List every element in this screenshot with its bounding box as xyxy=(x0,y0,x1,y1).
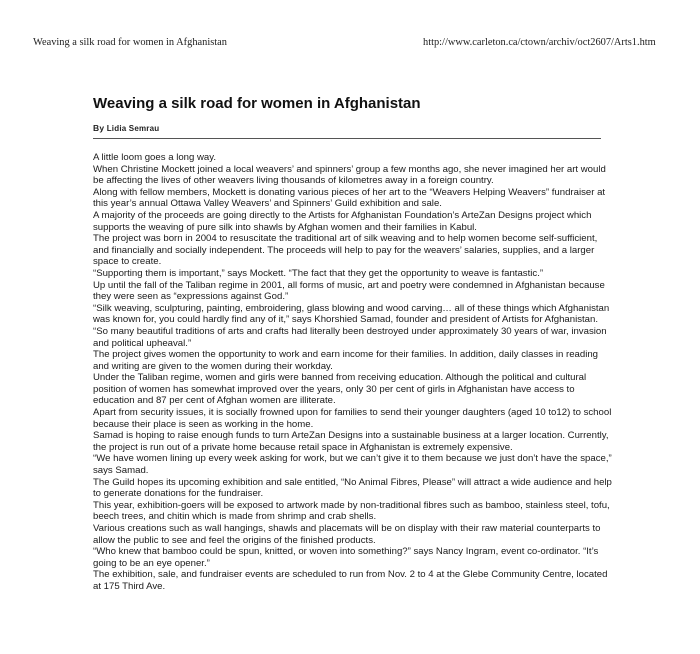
paragraph: A majority of the proceeds are going directly to the Artists for Afghanistan Foundation’s ArteZan Designs project which supports the weaving of pure silk into shawls by Afghan women and their families in Kabul. xyxy=(93,209,592,233)
paragraph: “We have women lining up every week asking for work, but we can’t give it to them because we just don’t have the space,” says Samad. xyxy=(93,453,612,477)
print-header-url: http://www.carleton.ca/ctown/archiv/oct2607/Arts1.htm xyxy=(423,37,656,48)
header-divider xyxy=(93,138,601,139)
paragraph: Along with fellow members, Mockett is donating various pieces of her art to the “Weavers Helping Weavers” fundraiser at this year’s annual Ottawa Valley Weavers’ and Spinners’ Guild exhibition and sale. xyxy=(93,186,606,210)
paragraph: Up until the fall of the Taliban regime in 2001, all forms of music, art and poetry were condemned in Afghanistan because they were seen as “expressions against God.” xyxy=(93,279,605,303)
paragraph: Under the Taliban regime, women and girls were banned from receiving education. Although the political and cultural position of women has somewhat improved over the years, only 30 per cent of girls in Afghanistan have access to education and 87 per cent of Afghan women are illiterate. xyxy=(93,372,587,407)
byline xyxy=(93,123,603,134)
article-body xyxy=(93,152,613,593)
paragraph: “Silk weaving, sculpturing, painting, embroidering, glass blowing and wood carving… all of these things which Afghanistan was known for, you could hardly find any of it,” says Khorshied Samad, founder and president of Artists for Afghanistan. “So many beautiful traditions of arts and crafts had literally been destroyed under approximately 30 years of war, invasion and political upheaval.” xyxy=(93,302,610,349)
paragraph: The project gives women the opportunity to work and earn income for their families. In addition, daily classes in reading and writing are given to the women during their workday. xyxy=(93,349,598,372)
paragraph: Samad is hoping to raise enough funds to turn ArteZan Designs into a sustainable business at a larger location. Currently, the project is run out of a private home because retail space in Afghanistan is extremely expensive. xyxy=(93,430,609,453)
paragraph: The exhibition, sale, and fundraiser events are scheduled to run from Nov. 2 to 4 at the Glebe Community Centre, located at 175 Third Ave. xyxy=(93,569,608,592)
byline-prefix: By xyxy=(93,123,105,133)
paragraph: Various creations such as wall hangings, shawls and placemats will be on display with their raw material counterparts to allow the public to see and feel the origins of the finished products. xyxy=(93,523,601,546)
paragraph: When Christine Mockett joined a local weavers’ and spinners’ group a few months ago, she never imagined her art would be affecting the lives of other weavers living thousands of kilometres away in a foreign country. xyxy=(93,163,606,187)
paragraph: The Guild hopes its upcoming exhibition and sale entitled, “No Animal Fibres, Please” will attract a wide audience and help to generate donations for the fundraiser. xyxy=(93,476,612,500)
paragraph: “Supporting them is important,” says Mockett. “The fact that they get the opportunity to weave is fantastic.” xyxy=(93,267,544,279)
paragraph: A little loom goes a long way. xyxy=(93,152,217,163)
paragraph: “Who knew that bamboo could be spun, knitted, or woven into something?” says Nancy Ingram, event co-ordinator. “It’s going to be an eye opener.” xyxy=(93,546,599,569)
byline-author: Lidia Semrau xyxy=(106,124,160,133)
paragraph: The project was born in 2004 to resuscitate the traditional art of silk weaving and to help women become self-sufficient, and financially and socially independent. The proceeds will help to pay for the weavers’ salaries, supplies, and a larger space to create. xyxy=(93,233,598,268)
paragraph: Apart from security issues, it is socially frowned upon for families to send their younger daughters (aged 10 to12) to school because their place is seen as working in the home. xyxy=(93,407,612,430)
article-header xyxy=(93,93,603,139)
print-header-title: Weaving a silk road for women in Afghanistan xyxy=(33,37,227,48)
paragraph: This year, exhibition-goers will be exposed to artwork made by non-traditional fibres such as bamboo, stainless steel, tofu, beech trees, and chitin which is made from shrimp and crab shells. xyxy=(93,499,610,523)
print-header xyxy=(33,37,686,51)
article-headline: Weaving a silk road for women in Afghanistan xyxy=(93,95,421,112)
